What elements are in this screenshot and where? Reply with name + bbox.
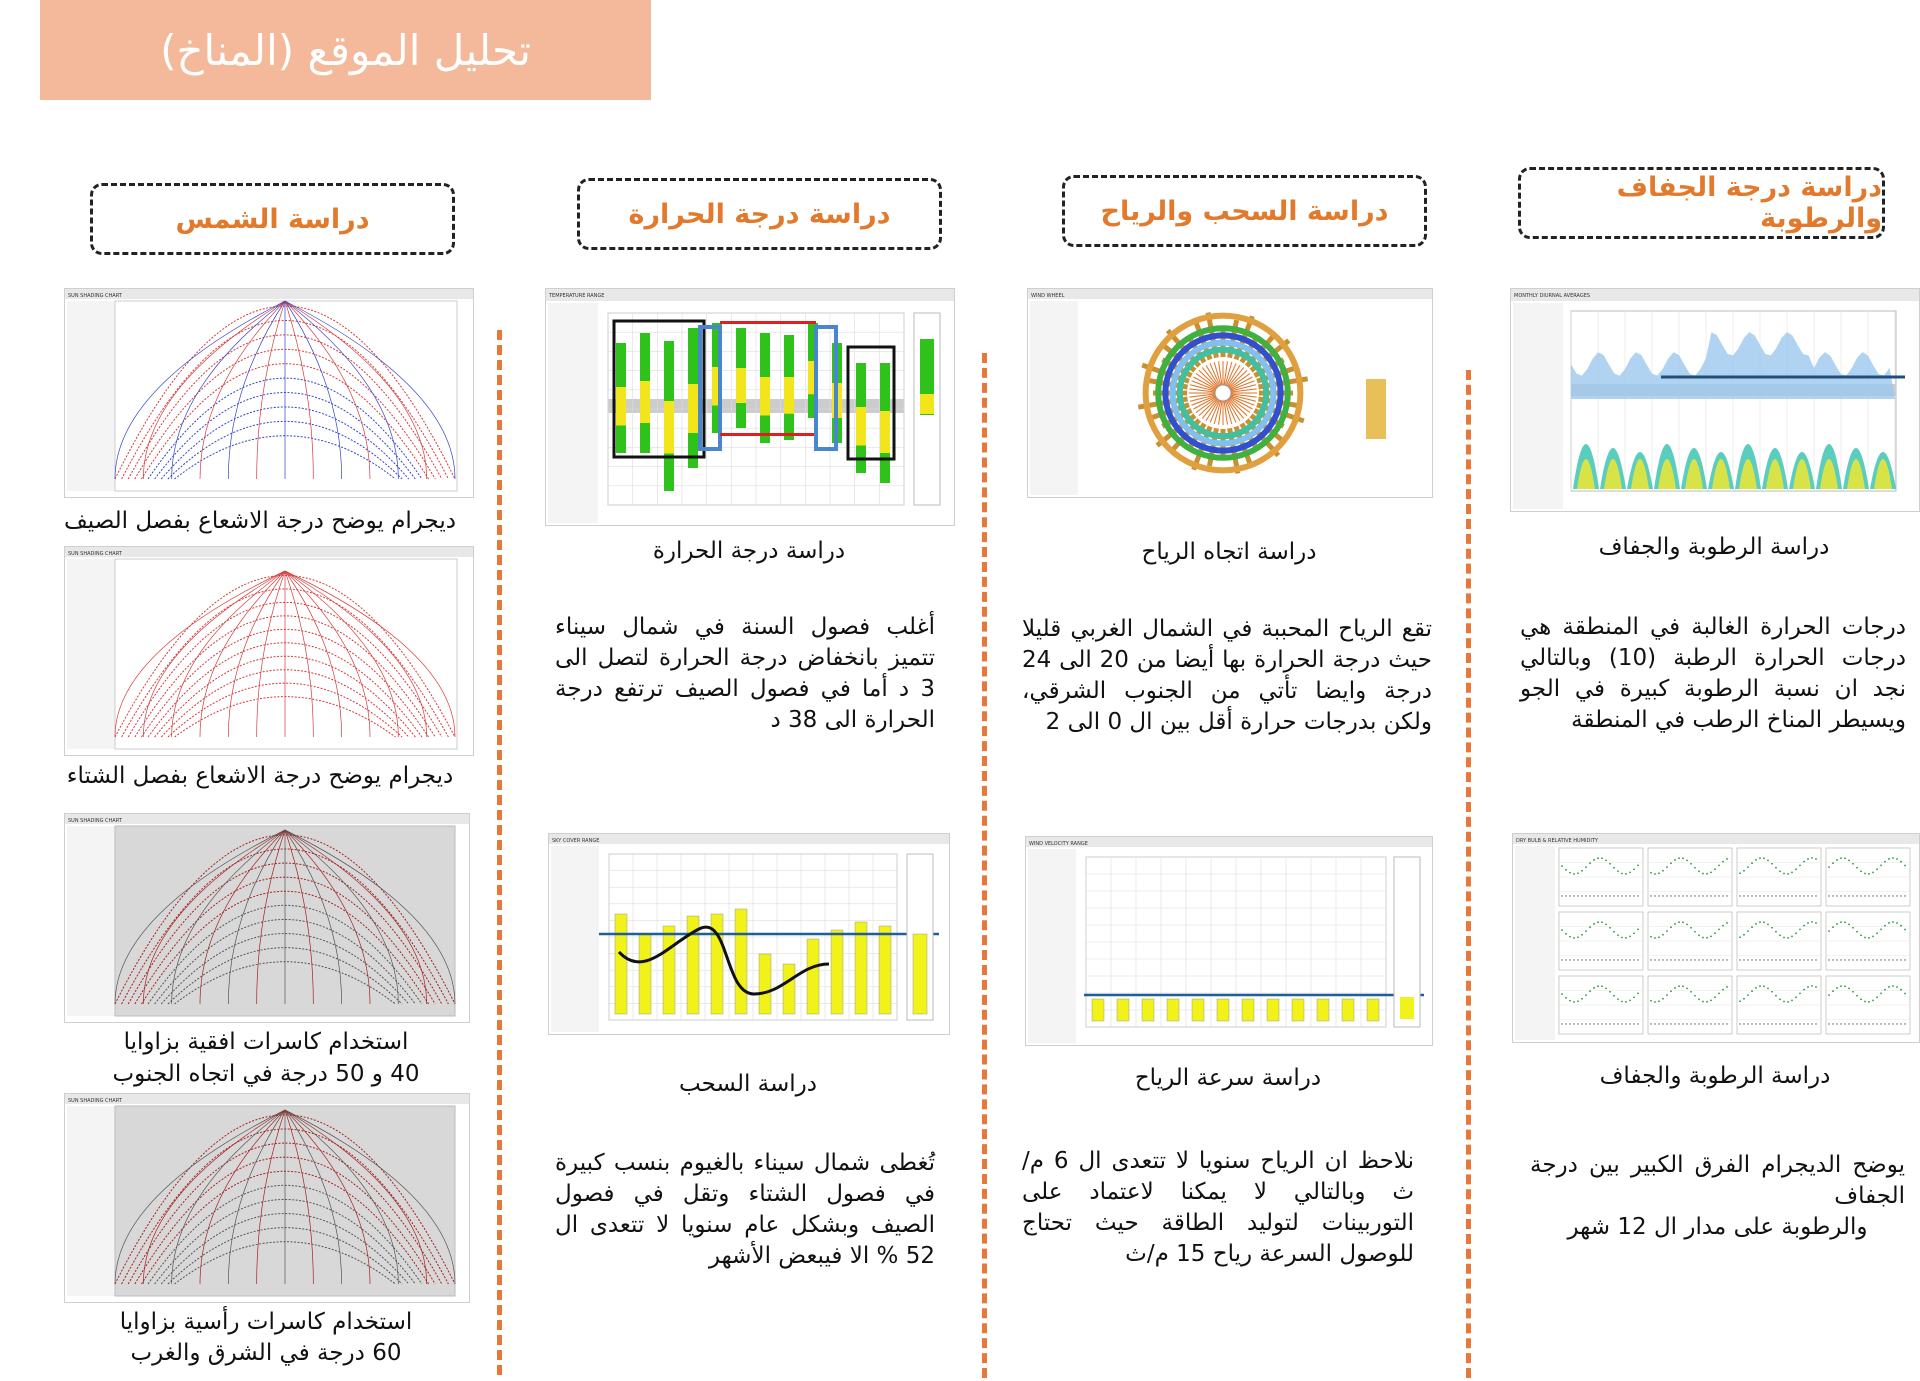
page-title-banner — [40, 0, 651, 100]
monthly-diurnal-chart-title: MONTHLY DIURNAL AVERAGES — [1514, 293, 1591, 299]
sun-winter-caption: ديجرام يوضح درجة الاشعاع بفصل الشتاء — [66, 763, 454, 789]
sun-chart-summer — [64, 288, 474, 498]
temperature-range-chart — [545, 288, 955, 526]
clouds-caption: دراسة السحب — [679, 1071, 817, 1097]
sky-cover-chart-title: SKY COVER RANGE — [552, 838, 600, 844]
wind-wheel-chart-title: WIND WHEEL — [1031, 293, 1065, 299]
header-clouds-wind — [1062, 175, 1427, 247]
temperature-caption: دراسة درجة الحرارة — [652, 538, 846, 564]
humidity-text-2a: يوضح الديجرام الفرق الكبير بين درجة الجفاف — [1530, 1152, 1905, 1209]
dry-bulb-chart-title: DRY BULB & RELATIVE HUMIDITY — [1516, 838, 1598, 844]
temperature-chart-title: TEMPERATURE RANGE — [549, 293, 605, 299]
header-dryness-humidity-label: دراسة درجة الجفاف والرطوبة — [1616, 172, 1882, 234]
wind-speed-caption: دراسة سرعة الرياح — [1134, 1065, 1322, 1091]
header-dryness-humidity — [1518, 167, 1885, 239]
wind-speed-text: نلاحظ ان الرياح سنويا لا تتعدى ال 6 م/ث وبالتالي لا يمكنا لاعتماد على التوربينات لتوليد الطاقة حيث تحتاج للوصول السرعة رياح 15 م/ث — [1022, 1148, 1414, 1267]
divider-2 — [982, 353, 987, 1378]
wind-velocity-chart — [1025, 836, 1433, 1046]
sun-chart-vertical-title: SUN SHADING CHART — [68, 1098, 122, 1104]
sun-chart-winter-title: SUN SHADING CHART — [68, 551, 122, 557]
clouds-text: تُغطى شمال سيناء بالغيوم بنسب كبيرة في فصول الشتاء وتقل في فصول الصيف وبشكل عام سنويا لا تتعدى ال 52 % الا فيبعض الأشهر — [555, 1150, 935, 1269]
sun-vertical-caption-2: 60 درجة في الشرق والغرب — [130, 1340, 402, 1366]
sun-horizontal-caption-2: 40 و 50 درجة في اتجاه الجنوب — [112, 1061, 420, 1087]
sun-vertical-caption-1: استخدام كاسرات رأسية بزاوايا — [119, 1309, 413, 1335]
sun-horizontal-caption-1: استخدام كاسرات افقية بزاوايا — [123, 1029, 409, 1055]
humidity-text-2b: والرطوبة على مدار ال 12 شهر — [1567, 1214, 1868, 1240]
wind-wheel-chart — [1027, 288, 1433, 498]
wind-wheel-rose — [1138, 313, 1307, 474]
header-sun — [90, 183, 455, 255]
humidity-text-1: درجات الحرارة الغالبة في المنطقة هي درجات الحرارة الرطبة (10) وبالتالي نجد ان نسبة الرطوبة كبيرة في الجو ويسيطر المناخ الرطب في المنطقة — [1520, 614, 1906, 733]
wind-direction-text: تقع الرياح المحببة في الشمال الغربي قليلا حيث درجة الحرارة بها أيضا من 20 الى 24 درجة وايضا تأتي من الجنوب الشرقي، ولكن بدرجات حرارة أقل بين ال 0 الى 2 — [1022, 616, 1432, 735]
sun-chart-winter — [64, 546, 474, 756]
humidity-caption-2: دراسة الرطوبة والجفاف — [1599, 1063, 1831, 1089]
sun-chart-summer-title: SUN SHADING CHART — [68, 293, 122, 299]
header-sun-label: دراسة الشمس — [175, 203, 370, 235]
header-temperature-label: دراسة درجة الحرارة — [628, 198, 891, 230]
sun-chart-horizontal-title: SUN SHADING CHART — [68, 818, 122, 824]
temperature-text: أغلب فصول السنة في شمال سيناء تتميز بانخفاض درجة الحرارة لتصل الى 3 د أما في فصول الصيف ترتفع درجة الحرارة الى 38 د — [555, 614, 935, 733]
wind-direction-caption: دراسة اتجاه الرياح — [1141, 539, 1317, 565]
header-temperature — [577, 178, 942, 250]
divider-1 — [497, 330, 502, 1375]
sun-chart-horizontal-breakers — [64, 813, 470, 1023]
divider-3 — [1466, 370, 1471, 1378]
sun-chart-vertical-breakers — [64, 1093, 470, 1303]
header-clouds-wind-label: دراسة السحب والرياح — [1100, 195, 1389, 227]
wind-velocity-chart-title: WIND VELOCITY RANGE — [1029, 841, 1088, 847]
sun-summer-caption: ديجرام يوضح درجة الاشعاع بفصل الصيف — [63, 508, 457, 534]
monthly-diurnal-chart — [1510, 288, 1920, 512]
dry-bulb-small-multiples — [1559, 848, 1910, 1034]
humidity-caption-1: دراسة الرطوبة والجفاف — [1598, 534, 1830, 560]
page-title: تحليل الموقع (المناخ) — [160, 25, 531, 75]
dry-bulb-humidity-chart — [1512, 833, 1920, 1043]
sky-cover-chart — [548, 833, 950, 1035]
